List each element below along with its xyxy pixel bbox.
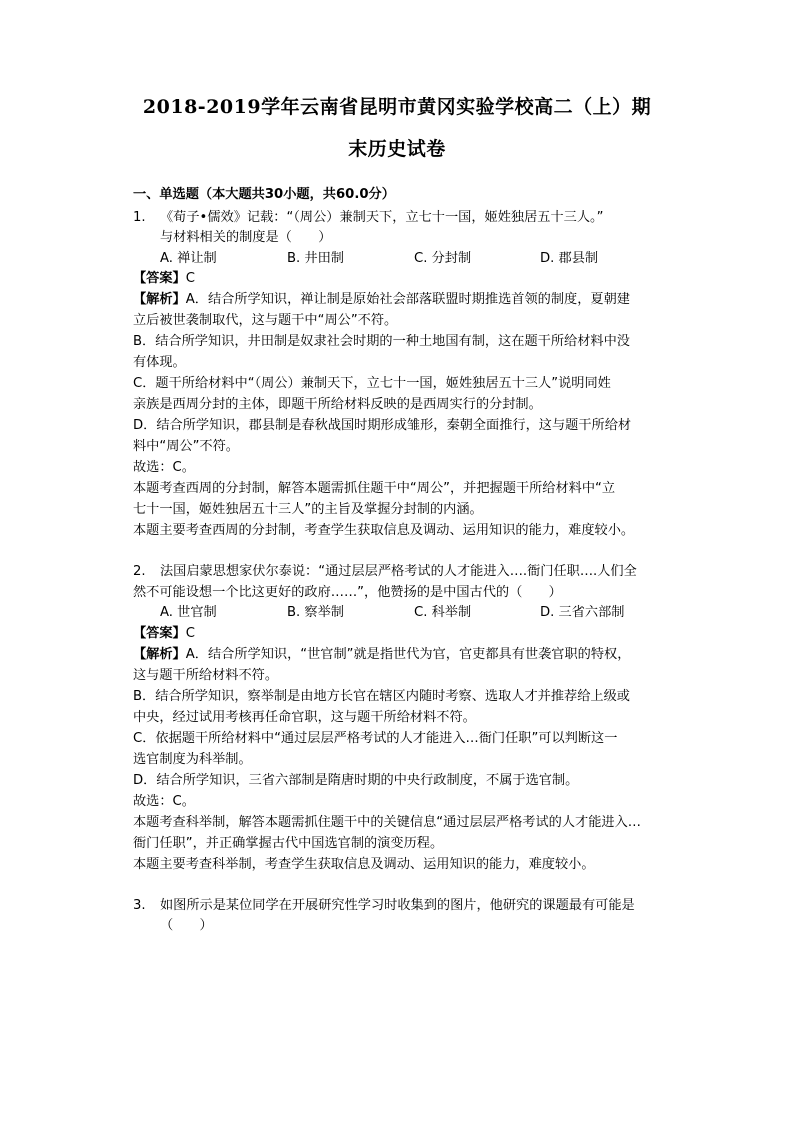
- question-1-number: 1.: [133, 210, 146, 225]
- analysis-line: D．结合所学知识，郡县制是春秋战国时期形成雏形，秦朝全面推行，这与题干所给材: [133, 418, 632, 433]
- question-1-option-d: D. 郡县制: [540, 251, 599, 266]
- question-2-stem-line: 然不可能设想一个比这更好的政府……”，他赞扬的是中国古代的（ ）: [133, 585, 562, 600]
- analysis-line: 本题主要考查西周的分封制，考查学生获取信息及调动、运用知识的能力，难度较小。: [133, 523, 635, 538]
- analysis-line: 亲族是西周分封的主体，即题干所给材料反映的是西周实行的分封制。: [133, 397, 542, 412]
- analysis-line: A．结合所学知识，“世官制”就是指世代为官，官吏都具有世袭官职的特权，: [185, 647, 631, 662]
- analysis-line: 选官制度为科举制。: [133, 752, 252, 767]
- question-1-option-b: B. 井田制: [287, 251, 344, 266]
- answer-value: C: [185, 626, 195, 641]
- answer-value: C: [185, 271, 195, 286]
- answer-label: 【答案】: [133, 626, 186, 641]
- analysis-label: 【解析】: [133, 292, 186, 307]
- question-1-answer: [133, 271, 673, 287]
- analysis-label: 【解析】: [133, 647, 186, 662]
- analysis-line: B．结合所学知识，井田制是奴隶社会时期的一种土地国有制，这在题干所给材料中没: [133, 334, 630, 349]
- question-3-number: 3.: [133, 898, 146, 913]
- exam-title-line-1: 2018-2019学年云南省昆明市黄冈实验学校高二（上）期: [142, 96, 652, 118]
- question-2-number: 2.: [133, 564, 146, 579]
- analysis-line: 本题考查科举制，解答本题需抓住题干中的关键信息“通过层层严格考试的人才能进入…: [133, 815, 641, 830]
- analysis-line: 有体现。: [133, 355, 186, 370]
- analysis-line: 本题主要考查科举制，考查学生获取信息及调动、运用知识的能力，难度较小。: [133, 857, 595, 872]
- analysis-line: 故选：C。: [133, 460, 195, 475]
- question-2-analysis: [133, 647, 673, 663]
- analysis-line: A．结合所学知识，禅让制是原始社会部落联盟时期推选首领的制度，夏朝建: [185, 292, 630, 307]
- analysis-line: B．结合所学知识，察举制是由地方长官在辖区内随时考察、选取人才并推荐给上级或: [133, 689, 630, 704]
- question-2-option-d: D. 三省六部制: [540, 605, 625, 620]
- question-1-option-a: A. 禅让制: [160, 251, 217, 266]
- analysis-line: D．结合所学知识，三省六部制是隋唐时期的中央行政制度，不属于选官制。: [133, 773, 579, 788]
- question-3-stem-line: （ ）: [160, 918, 213, 933]
- analysis-line: 衙门任职”，并正确掌握古代中国选官制的演变历程。: [133, 836, 444, 851]
- analysis-line: 立后被世袭制取代，这与题干中“周公”不符。: [133, 313, 398, 328]
- question-2-answer: [133, 626, 673, 642]
- question-2-option-c: C. 科举制: [414, 605, 472, 620]
- question-2-stem-line: 法国启蒙思想家伏尔泰说：“通过层层严格考试的人才能进入….衙门任职….人们全: [160, 564, 637, 579]
- answer-label: 【答案】: [133, 271, 186, 286]
- analysis-line: 本题考查西周的分封制，解答本题需抓住题干中“周公”，并把握题干所给材料中“立: [133, 481, 616, 496]
- analysis-line: 中央，经过试用考核再任命官职，这与题干所给材料不符。: [133, 710, 476, 725]
- analysis-line: 故选：C。: [133, 794, 195, 809]
- question-3-stem-line: 如图所示是某位同学在开展研究性学习时收集到的图片，他研究的课题最有可能是: [160, 898, 635, 913]
- analysis-line: C．依据题干所给材料中“通过层层严格考试的人才能进入…衙门任职”可以判断这一: [133, 731, 618, 746]
- question-1-option-c: C. 分封制: [414, 251, 472, 266]
- question-1-stem-line: 《荀子•儒效》记载：“（周公）兼制天下，立七十一国，姬姓独居五十三人。”: [160, 210, 604, 225]
- analysis-line: 七十一国，姬姓独居五十三人”的主旨及掌握分封制的内涵。: [133, 502, 483, 517]
- question-2-option-b: B. 察举制: [287, 605, 344, 620]
- question-1-analysis: [133, 292, 673, 308]
- analysis-line: 料中“周公”不符。: [133, 439, 239, 454]
- analysis-line: 这与题干所给材料不符。: [133, 668, 279, 683]
- exam-title-line-2: 末历史试卷: [348, 138, 446, 160]
- analysis-line: C．题干所给材料中“（周公）兼制天下，立七十一国，姬姓独居五十三人”说明同姓: [133, 376, 611, 391]
- question-2-option-a: A. 世官制: [160, 605, 217, 620]
- question-1-stem-line: 与材料相关的制度是（ ）: [160, 230, 332, 245]
- section-heading: 一、单选题（本大题共30小题，共60.0分）: [133, 187, 395, 202]
